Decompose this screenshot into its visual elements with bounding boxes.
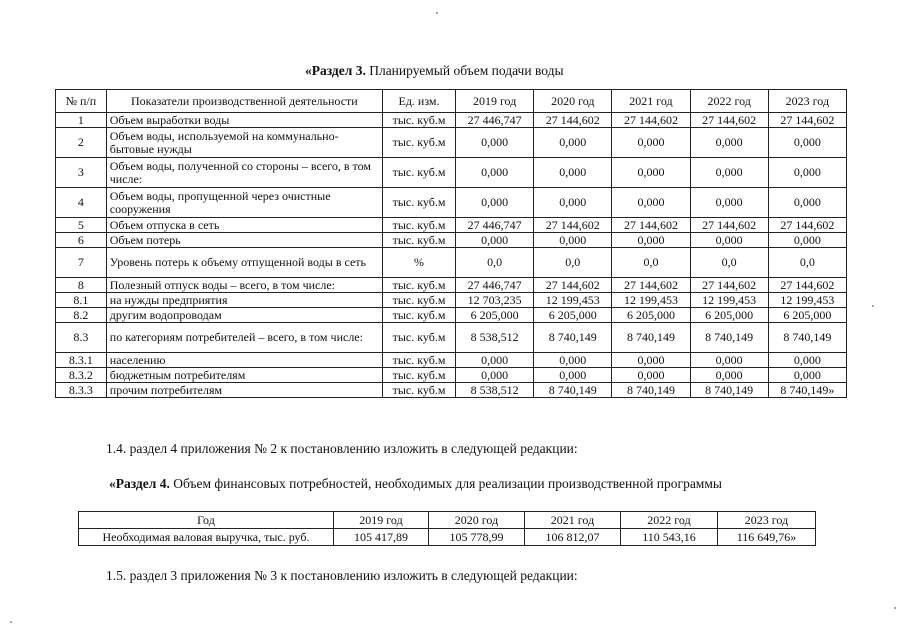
water-supply-table (55, 89, 847, 398)
value-cell: 0,000 (690, 368, 768, 383)
unit-cell: тыс. куб.м (382, 158, 455, 188)
value-cell: 0,000 (534, 188, 612, 218)
table-row (79, 529, 816, 546)
table-row (56, 353, 847, 368)
table-row (56, 158, 847, 188)
value-cell: 0,000 (534, 353, 612, 368)
table-row (56, 293, 847, 308)
value-cell: 27 144,602 (612, 218, 690, 233)
value-cell: 27 144,602 (690, 218, 768, 233)
value-cell: 0,000 (534, 158, 612, 188)
indicator-name: на нужды предприятия (106, 293, 382, 308)
value-cell: 0,0 (612, 248, 690, 278)
value-cell: 8 740,149 (768, 323, 846, 353)
value-cell: 27 144,602 (534, 218, 612, 233)
value-cell: 12 199,453 (690, 293, 768, 308)
column-header: 2020 год (534, 90, 612, 113)
value-cell: 0,000 (612, 158, 690, 188)
indicator-name: другим водопроводам (106, 308, 382, 323)
row-number: 5 (56, 218, 107, 233)
value-cell: 0,000 (534, 368, 612, 383)
value-cell: 0,000 (612, 188, 690, 218)
value-cell: 0,000 (612, 368, 690, 383)
unit-cell: тыс. куб.м (382, 278, 455, 293)
value-cell: 27 144,602 (768, 113, 846, 128)
column-header: 2022 год (621, 512, 718, 529)
value-cell: 0,0 (768, 248, 846, 278)
indicator-name: населению (106, 353, 382, 368)
value-cell: 0,000 (612, 233, 690, 248)
value-cell: 105 417,89 (334, 529, 429, 546)
column-header: Показатели производственной деятельности (106, 90, 382, 113)
table-row (56, 308, 847, 323)
value-cell: 27 144,602 (768, 218, 846, 233)
table-row (56, 368, 847, 383)
value-cell: 0,000 (690, 128, 768, 158)
value-cell: 105 778,99 (429, 529, 525, 546)
value-cell: 6 205,000 (768, 308, 846, 323)
indicator-name: Необходимая валовая выручка, тыс. руб. (79, 529, 334, 546)
section3-heading-bold: «Раздел 3. (305, 63, 366, 78)
unit-cell: тыс. куб.м (382, 308, 455, 323)
unit-cell: тыс. куб.м (382, 383, 455, 398)
unit-cell: тыс. куб.м (382, 323, 455, 353)
value-cell: 0,000 (456, 233, 534, 248)
table-row (56, 248, 847, 278)
table-row (56, 278, 847, 293)
column-header: Год (79, 512, 334, 529)
value-cell: 6 205,000 (534, 308, 612, 323)
value-cell: 12 703,235 (456, 293, 534, 308)
column-header: 2019 год (334, 512, 429, 529)
value-cell: 0,000 (768, 188, 846, 218)
value-cell: 27 144,602 (690, 113, 768, 128)
value-cell: 0,000 (456, 188, 534, 218)
row-number: 3 (56, 158, 107, 188)
value-cell: 0,000 (456, 158, 534, 188)
scan-speck (894, 607, 896, 609)
value-cell: 27 446,747 (456, 113, 534, 128)
column-header: 2023 год (718, 512, 816, 529)
section3-heading (305, 63, 564, 79)
value-cell: 0,000 (768, 368, 846, 383)
column-header: 2021 год (612, 90, 690, 113)
value-cell: 0,000 (456, 353, 534, 368)
table-row (56, 218, 847, 233)
value-cell: 0,000 (456, 128, 534, 158)
value-cell: 110 543,16 (621, 529, 718, 546)
scan-speck (872, 305, 874, 307)
column-header: Ед. изм. (382, 90, 455, 113)
value-cell: 8 740,149 (612, 383, 690, 398)
column-header: 2019 год (456, 90, 534, 113)
row-number: 8.3.2 (56, 368, 107, 383)
unit-cell: тыс. куб.м (382, 218, 455, 233)
indicator-name: Объем воды, пропущенной через очистные сооружения (106, 188, 382, 218)
value-cell: 0,000 (612, 128, 690, 158)
section4-heading-text: Объем финансовых потребностей, необходимых для реализации производственной программы (169, 476, 722, 491)
unit-cell: % (382, 248, 455, 278)
value-cell: 0,000 (768, 128, 846, 158)
unit-cell: тыс. куб.м (382, 368, 455, 383)
table-header-row (56, 90, 847, 113)
value-cell: 0,000 (768, 353, 846, 368)
row-number: 8 (56, 278, 107, 293)
indicator-name: Объем воды, полученной со стороны – всего, в том числе: (106, 158, 382, 188)
value-cell: 0,000 (612, 353, 690, 368)
table-row (56, 383, 847, 398)
value-cell: 0,000 (456, 368, 534, 383)
value-cell: 0,000 (768, 158, 846, 188)
value-cell: 27 144,602 (768, 278, 846, 293)
indicator-name: Объем потерь (106, 233, 382, 248)
row-number: 8.3.3 (56, 383, 107, 398)
value-cell: 8 538,512 (456, 323, 534, 353)
section4-heading-bold: «Раздел 4. (109, 476, 170, 491)
value-cell: 12 199,453 (534, 293, 612, 308)
indicator-name: по категориям потребителей – всего, в том числе: (106, 323, 382, 353)
unit-cell: тыс. куб.м (382, 188, 455, 218)
value-cell: 27 144,602 (612, 113, 690, 128)
value-cell: 8 740,149» (768, 383, 846, 398)
unit-cell: тыс. куб.м (382, 233, 455, 248)
table-row (56, 323, 847, 353)
value-cell: 0,000 (768, 233, 846, 248)
section3-heading-text: Планируемый объем подачи воды (365, 63, 564, 78)
indicator-name: Объем выработки воды (106, 113, 382, 128)
value-cell: 12 199,453 (768, 293, 846, 308)
scan-speck (10, 621, 12, 623)
unit-cell: тыс. куб.м (382, 113, 455, 128)
indicator-name: прочим потребителям (106, 383, 382, 398)
value-cell: 8 740,149 (612, 323, 690, 353)
paragraph-1-4: 1.4. раздел 4 приложения № 2 к постановлению изложить в следующей редакции: (106, 441, 578, 456)
column-header: № п/п (56, 90, 107, 113)
column-header: 2022 год (690, 90, 768, 113)
row-number: 4 (56, 188, 107, 218)
column-header: 2020 год (429, 512, 525, 529)
value-cell: 0,000 (534, 128, 612, 158)
value-cell: 0,000 (534, 233, 612, 248)
paragraph-1-5: 1.5. раздел 3 приложения № 3 к постановлению изложить в следующей редакции: (106, 568, 578, 583)
row-number: 2 (56, 128, 107, 158)
value-cell: 8 538,512 (456, 383, 534, 398)
value-cell: 6 205,000 (690, 308, 768, 323)
table-row (56, 113, 847, 128)
row-number: 8.3 (56, 323, 107, 353)
indicator-name: Уровень потерь к объему отпущенной воды в сеть (106, 248, 382, 278)
table-header-row (79, 512, 816, 529)
row-number: 7 (56, 248, 107, 278)
value-cell: 0,000 (690, 353, 768, 368)
row-number: 8.3.1 (56, 353, 107, 368)
value-cell: 0,0 (690, 248, 768, 278)
value-cell: 0,000 (690, 158, 768, 188)
unit-cell: тыс. куб.м (382, 353, 455, 368)
value-cell: 0,0 (456, 248, 534, 278)
table-row (56, 233, 847, 248)
value-cell: 8 740,149 (690, 383, 768, 398)
financial-needs-table (78, 511, 816, 546)
value-cell: 27 446,747 (456, 278, 534, 293)
value-cell: 8 740,149 (534, 383, 612, 398)
unit-cell: тыс. куб.м (382, 293, 455, 308)
value-cell: 8 740,149 (534, 323, 612, 353)
value-cell: 27 144,602 (612, 278, 690, 293)
value-cell: 0,0 (534, 248, 612, 278)
indicator-name: Объем отпуска в сеть (106, 218, 382, 233)
value-cell: 27 144,602 (534, 113, 612, 128)
value-cell: 12 199,453 (612, 293, 690, 308)
value-cell: 27 144,602 (534, 278, 612, 293)
column-header: 2023 год (768, 90, 846, 113)
value-cell: 0,000 (690, 188, 768, 218)
scan-speck (436, 12, 438, 14)
value-cell: 6 205,000 (456, 308, 534, 323)
value-cell: 27 446,747 (456, 218, 534, 233)
value-cell: 27 144,602 (690, 278, 768, 293)
value-cell: 6 205,000 (612, 308, 690, 323)
unit-cell: тыс. куб.м (382, 128, 455, 158)
indicator-name: Объем воды, используемой на коммунально-бытовые нужды (106, 128, 382, 158)
column-header: 2021 год (525, 512, 621, 529)
row-number: 6 (56, 233, 107, 248)
indicator-name: бюджетным потребителям (106, 368, 382, 383)
indicator-name: Полезный отпуск воды – всего, в том числе: (106, 278, 382, 293)
value-cell: 106 812,07 (525, 529, 621, 546)
value-cell: 116 649,76» (718, 529, 816, 546)
value-cell: 0,000 (690, 233, 768, 248)
value-cell: 8 740,149 (690, 323, 768, 353)
row-number: 8.2 (56, 308, 107, 323)
row-number: 8.1 (56, 293, 107, 308)
section4-heading (109, 476, 722, 492)
table-row (56, 128, 847, 158)
row-number: 1 (56, 113, 107, 128)
table-row (56, 188, 847, 218)
